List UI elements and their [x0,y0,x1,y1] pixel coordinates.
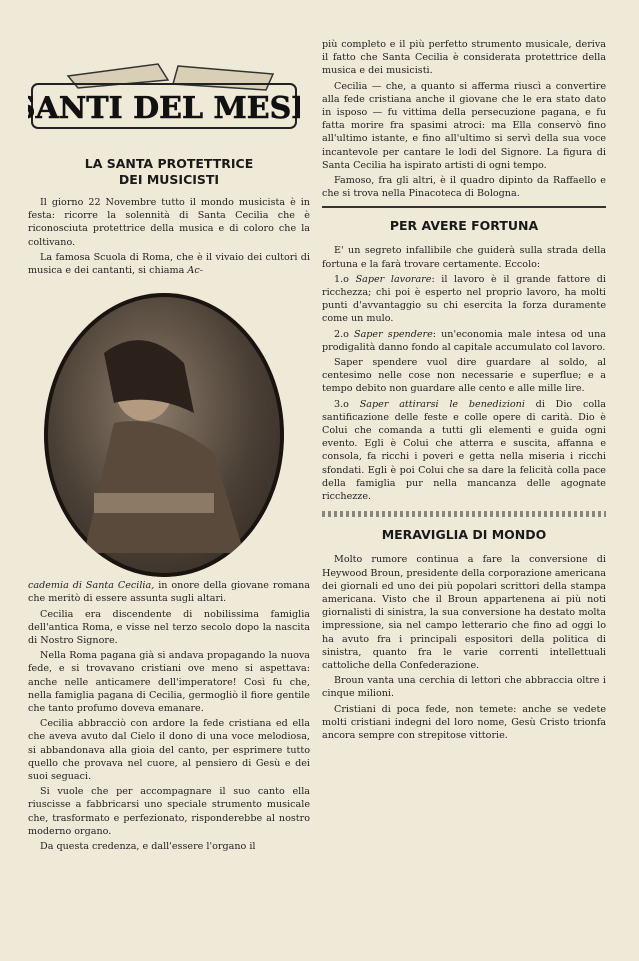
article-title: DEI MUSICISTI [118,172,220,187]
paragraph: 1.o Saper lavorare: il lavoro è il grande fattore di ricchezza; chi poi è esperto nel proprio lavoro, ha molti punti d'avvantaggio su chi esercita la forza duramente come un mulo. [322,273,606,325]
divider [322,206,606,208]
article-title: PER AVERE FORTUNA [389,218,539,234]
paragraph: 3.o Saper attirarsi le benedizioni di Dio colla santificazione delle feste e colle opere di carità. Dio è Colui che comanda a tutti gli elementi e guida ogni evento. Egli è Colui che atterra e suscita, affanna e consola, fa ricchi i poveri e getta nella miseria i ricchi sfondati. Egli è poi Colui che sa dare la felicità colla pace della famiglia pur nella mancanza delle agognate ricchezze. [322,398,606,503]
svg-text:SANTI DEL MESE: SANTI DEL MESE [28,91,300,126]
paragraph: 2.o Saper spendere: un'economia male intesa od una prodigalità danno fondo al capitale accumulato col lavoro. [322,328,607,353]
paragraph: La famosa Scuola di Roma, che è il vivaio dei cultori di musica e dei cantanti, si chiama Ac- [28,251,310,277]
paragraph: Saper spendere vuol dire guardare al soldo, al centesimo nelle cose non necessarie e superflue; e a tempo debito non guardare alle cento e alle mille lire. [322,357,606,395]
paragraph: Cecilia — che, a quanto si afferma riuscì a convertire alla fede cristiana anche il giovane che le era stato dato in isposo — fu vittima della persecuzione pagana, e fu fatta morire fra spasimi atroci: ma Ella conservò fino all'ultimo istante, e fino all'ultimo si servì della sua voce incantevole per cantare le lodi del Signore. La figura di Santa Cecilia ha ispirato artisti di ogni tempo. [322,80,606,171]
divider [322,511,606,517]
paragraph: E' un segreto infallibile che guiderà sulla strada della fortuna e la farà trovare certamente. Eccolo: [322,245,606,270]
paragraph: Broun vanta una cerchia di lettori che abbraccia oltre i cinque milioni. [322,675,606,700]
paragraph: Molto rumore continua a fare la conversione di Heywood Broun, presidente della corporazione americana dei giornali ed uno dei più popolari scrittori della stampa americana. Visto che il Broun appartenena ai più noti giornalisti di sinistra, la sua conversione ha destato molta impressione, sia nel campo letterario che fino ad oggi lo ha avuto fra i principali espositori della politica di sinistra, quanto fra le varie correnti intellettuali cattoliche della Confederazione. [322,554,606,671]
paragraph: più completo e il più perfetto strumento musicale, deriva il fatto che Santa Cecilia è considerata protettrice della musica e dei musicisti. [322,39,606,77]
paragraph: Si vuole che per accompagnare il suo canto ella riuscisse a fabbricarsi uno speciale strumento musicale che, trasformato e perfezionato, risponderebbe al nostro moderno organo. [28,786,310,837]
paragraph: cademia di Santa Cecilia, in onore della giovane romana che meritò di essere assunta sugli altari. [28,580,310,605]
paragraph: Famoso, fra gli altri, è il quadro dipinto da Raffaello e che si trova nella Pinacoteca di Bologna. [322,175,606,200]
paragraph: Da questa credenza, e dall'essere l'organo il [40,841,256,853]
paragraph: Il giorno 22 Novembre tutto il mondo musicista è in festa: ricorre la solennità di Santa Cecilia che è riconosciuta protettrice della musica e di coloro che la coltivano. [28,197,310,248]
article-title: MERAVIGLIA DI MONDO [381,527,547,543]
paragraph: Cecilia abbracciò con ardore la fede cristiana ed ella che aveva avuto dal Cielo il dono di una voce melodiosa, si abbandonava alla gioia del canto, per esprimere tutto quello che provava nel cuore, al pensiero di Gesù e dei suoi seguaci. [28,718,310,783]
paragraph: Cristiani di poca fede, non temete: anche se vedete molti cristiani indegni del loro nome, Gesù Cristo trionfa ancora sempre con strepitose vittorie. [322,703,606,741]
santa-cecilia-portrait [44,293,284,577]
paragraph: Cecilia era discendente di nobilissima famiglia dell'antica Roma, e visse nel terzo secolo dopo la nascita di Nostro Signore. [28,608,310,647]
article-title: LA SANTA PROTETTRICE [84,156,254,171]
right-column [322,38,606,744]
paragraph: Nella Roma pagana già si andava propagando la nuova fede, e si trovavano cristiani ove meno si aspettava: anche nelle anticamere dell'imperatore! Così fu che, nella famiglia pagana di Cecilia, germogliò il fiore gentile che tanto profumo doveva emanare. [28,650,310,715]
